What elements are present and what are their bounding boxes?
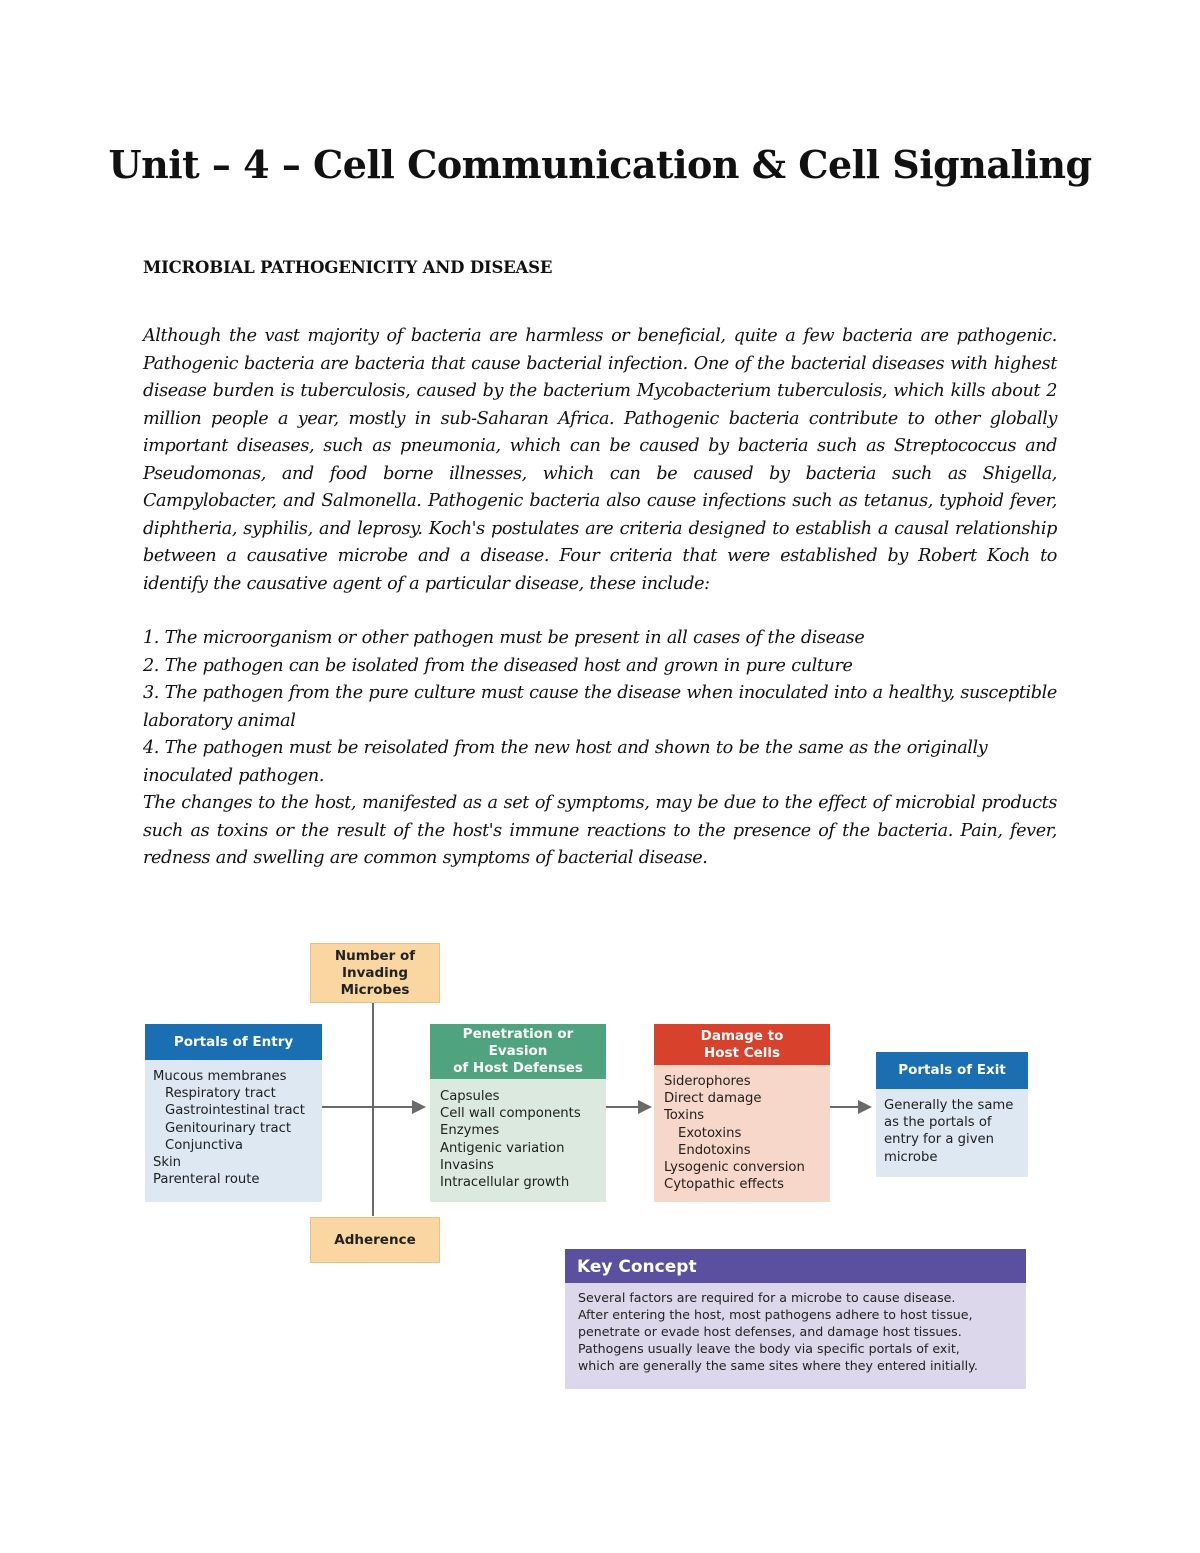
penetration-item: Intracellular growth <box>440 1175 570 1191</box>
penetration-item: Cell wall components <box>440 1106 581 1122</box>
entry-connector <box>322 1106 414 1108</box>
microbes-label-line: Microbes <box>340 981 410 998</box>
portals-of-entry-panel <box>145 1024 322 1202</box>
damage-header <box>654 1024 830 1065</box>
arrow-to-penetration-icon <box>412 1100 426 1114</box>
damage-item: Lysogenic conversion <box>664 1160 805 1176</box>
damage-header-line: Host Cells <box>703 1044 781 1061</box>
portals-of-exit-header: Portals of Exit <box>876 1052 1028 1089</box>
penetration-panel <box>430 1024 606 1202</box>
entry-item: Gastrointestinal tract <box>165 1103 305 1119</box>
key-concept-header: Key Concept <box>565 1249 1026 1283</box>
postulate-1: 1. The microorganism or other pathogen must be present in all cases of the disease <box>143 628 865 648</box>
penetration-header-line: Evasion <box>488 1043 548 1059</box>
postulate-3: 3. The pathogen from the pure culture must cause the disease when inoculated into a healthy, susceptible laboratory animal <box>143 683 1057 731</box>
damage-item: Siderophores <box>664 1074 751 1089</box>
exit-item: entry for a given <box>884 1132 994 1148</box>
key-concept-line: Several factors are required for a microbe to cause disease. <box>578 1290 956 1305</box>
damage-item: Exotoxins <box>678 1125 742 1141</box>
intro-paragraph: Although the vast majority of bacteria are harmless or beneficial, quite a few bacteria are pathogenic. Pathogenic bacteria are bacteria that cause bacterial infection. One of the bacterial diseases with highest disease burden is tuberculosis, caused by the bacterium Mycobacterium tuberculosis, which kills about 2 million people a year, mostly in sub-Saharan Africa. Pathogenic bacteria contribute to other globally important diseases, such as pneumonia, which can be caused by bacteria such as Streptococcus and Pseudomonas, and food borne illnesses, which can be caused by bacteria such as Shigella, Campylobacter, and Salmonella. Pathogenic bacteria also cause infections such as tetanus, typhoid fever, diphtheria, syphilis, and leprosy. Koch's postulates are criteria designed to establish a causal relationship between a causative microbe and a disease. Four criteria that were established by Robert Koch to identify the causative agent of a particular disease, these include: <box>143 326 1057 594</box>
section-heading: MICROBIAL PATHOGENICITY AND DISEASE <box>143 258 553 277</box>
damage-item: Cytopathic effects <box>664 1177 784 1193</box>
penetration-header-line: of Host Defenses <box>453 1060 583 1076</box>
penetration-item: Antigenic variation <box>440 1140 565 1156</box>
body-text <box>143 323 1057 873</box>
page-title: Unit – 4 – Cell Communication & Cell Signaling <box>108 142 1092 187</box>
key-concept-line: which are generally the same sites where they entered initially. <box>578 1358 978 1373</box>
microbes-label-line: Invading <box>341 964 409 981</box>
number-of-microbes-box <box>310 943 440 1003</box>
adherence-label: Adherence <box>334 1231 416 1248</box>
entry-item: Skin <box>153 1155 182 1171</box>
entry-item: Genitourinary tract <box>165 1120 291 1136</box>
postulate-2: 2. The pathogen can be isolated from the diseased host and grown in pure culture <box>143 655 853 676</box>
damage-panel <box>654 1024 830 1202</box>
adherence-box <box>310 1217 440 1263</box>
penetration-item: Invasins <box>440 1157 494 1173</box>
penetration-item: Capsules <box>440 1089 500 1104</box>
entry-item: Respiratory tract <box>165 1086 276 1102</box>
key-concept-box <box>565 1249 1026 1389</box>
damage-item: Toxins <box>664 1108 705 1124</box>
exit-item: Generally the same <box>884 1098 1014 1113</box>
entry-item: Conjunctiva <box>165 1137 243 1153</box>
portals-of-exit-panel <box>876 1052 1028 1177</box>
key-concept-line: Pathogens usually leave the body via specific portals of exit, <box>578 1341 960 1356</box>
entry-item: Parenteral route <box>153 1172 260 1188</box>
penetration-header <box>430 1024 606 1079</box>
damage-item: Endotoxins <box>678 1142 751 1158</box>
exit-item: as the portals of <box>884 1115 992 1131</box>
penetration-item: Enzymes <box>440 1123 500 1139</box>
entry-item: Mucous membranes <box>153 1069 287 1084</box>
key-concept-line: penetrate or evade host defenses, and damage host tissues. <box>578 1324 962 1339</box>
portals-of-entry-header: Portals of Entry <box>145 1024 322 1060</box>
penetration-header-line: Penetration or <box>462 1026 574 1042</box>
symptoms-paragraph: The changes to the host, manifested as a set of symptoms, may be due to the effect of microbial products such as toxins or the result of the host's immune reactions to the presence of the bacteria. Pain, fever, redness and swelling are common symptoms of bacterial disease. <box>143 793 1057 868</box>
postulate-4: 4. The pathogen must be reisolated from the new host and shown to be the same as the originally inoculated pathogen. <box>143 738 988 786</box>
exit-item: microbe <box>884 1149 938 1165</box>
arrow-to-exit-icon <box>858 1100 872 1114</box>
key-concept-line: After entering the host, most pathogens adhere to host tissue, <box>578 1307 973 1322</box>
damage-item: Direct damage <box>664 1091 762 1107</box>
damage-connector <box>830 1106 860 1108</box>
penetration-connector <box>606 1106 640 1108</box>
damage-header-line: Damage to <box>700 1027 784 1044</box>
vertical-connector <box>372 1002 374 1216</box>
microbes-label-line: Number of <box>334 947 416 964</box>
arrow-to-damage-icon <box>638 1100 652 1114</box>
